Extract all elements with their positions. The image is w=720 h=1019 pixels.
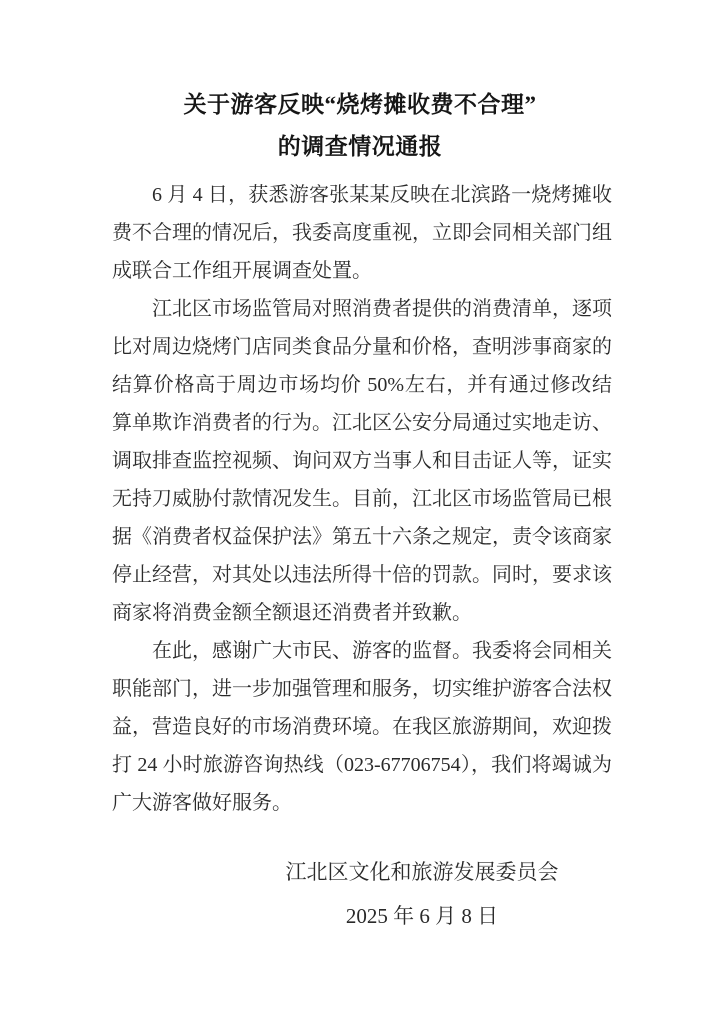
signature-organization: 江北区文化和旅游发展委员会 <box>285 860 559 884</box>
document-body <box>112 176 612 822</box>
signature-block <box>172 850 672 938</box>
paragraph-investigation-start: 6 月 4 日，获悉游客张某某反映在北滨路一烧烤摊收费不合理的情况后，我委高度重视，立即会同相关部门组成联合工作组开展调查处置。 <box>112 184 612 282</box>
document-title-line-1: 关于游客反映“烧烤摊收费不合理” <box>183 92 537 117</box>
document-title <box>0 84 720 168</box>
signature-date: 2025 年 6 月 8 日 <box>345 904 499 928</box>
document-title-line-2: 的调查情况通报 <box>277 134 443 159</box>
paragraph-findings-and-penalty: 江北区市场监管局对照消费者提供的消费清单，逐项比对周边烧烤门店同类食品分量和价格，查明涉事商家的结算价格高于周边市场均价 50%左右，并有通过修改结算单欺诈消费者的行为。江北区公安分局通过实地走访、调取排查监控视频、询问双方当事人和目击证人等，证实无持刀威胁付款情况发生。目前，江北区市场监管局已根据《消费者权益保护法》第五十六条之规定，责令该商家停止经营，对其处以违法所得十倍的罚款。同时，要求该商家将消费金额全额退还消费者并致歉。 <box>112 298 612 624</box>
paragraph-thanks-and-hotline: 在此，感谢广大市民、游客的监督。我委将会同相关职能部门，进一步加强管理和服务，切实维护游客合法权益，营造良好的市场消费环境。在我区旅游期间，欢迎拨打 24 小时旅游咨询热线（023-67706754），我们将竭诚为广大游客做好服务。 <box>112 640 612 814</box>
